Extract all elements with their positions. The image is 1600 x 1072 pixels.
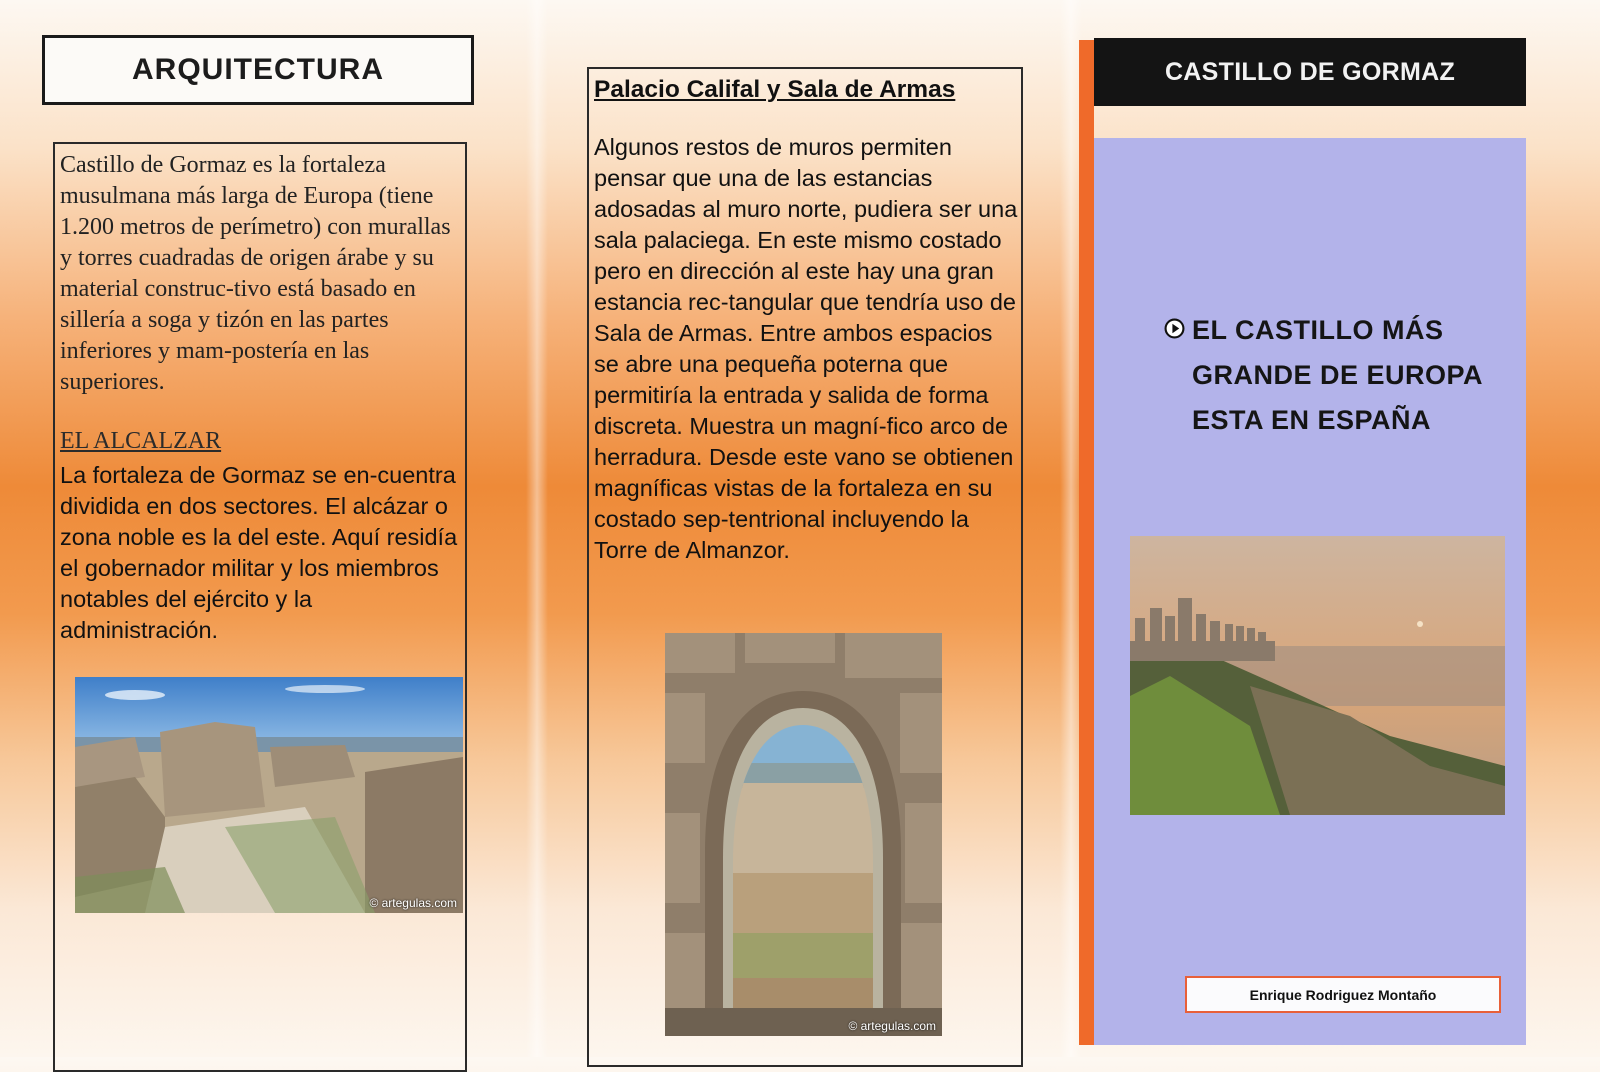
cover-title-bar (1094, 38, 1526, 106)
author-box (1185, 976, 1501, 1013)
fold-line-left (526, 0, 548, 1057)
photo-credit-left: © artegulas.com (369, 896, 457, 910)
architecture-title-box (42, 35, 474, 105)
castle-ruins-photo (75, 677, 463, 913)
alcazar-heading: EL ALCALZAR (60, 428, 222, 454)
photo-credit-middle: © artegulas.com (848, 1019, 936, 1033)
palacio-text: Algunos restos de muros permiten pensar que una de las estancias adosadas al muro norte, pudiera ser una sala palaciega. En este mismo costado pero en dirección al este hay una gran estancia rec-tangular que tendría uso de Sala de Armas. Entre ambos espacios se abre una pequeña poterna que permitiría la entrada y salida de forma discreta. Muestra un magní-fico arco de herradura. Desde este vano se obtienen magníficas vistas de la fortaleza en su costado sep-tentrional incluyendo la Torre de Almanzor. (594, 134, 1018, 563)
play-circle-icon (1164, 318, 1185, 339)
cover-title: CASTILLO DE GORMAZ (1164, 57, 1456, 86)
architecture-intro-text: Castillo de Gormaz es la fortaleza musulmana más larga de Europa (tiene 1.200 metros de perímetro) con murallas y torres cuadradas de origen árabe y su material construc-tivo está basado en sillería a soga y tizón en las partes inferiores y mam-postería en las superiores. (60, 152, 451, 395)
author-name: Enrique Rodriguez Montaño (1249, 986, 1437, 1003)
cover-headline: EL CASTILLO MÁS GRANDE DE EUROPA ESTA EN ESPAÑA (1192, 315, 1483, 435)
palacio-heading: Palacio Califal y Sala de Armas (594, 76, 956, 103)
horseshoe-arch-photo (665, 633, 942, 1036)
alcazar-text: La fortaleza de Gormaz se en-cuentra dividida en dos sectores. El alcázar o zona noble es la del este. Aquí residía el gobernador militar y los miembros notables del ejército y la administración. (60, 462, 458, 643)
castle-landscape-photo (1130, 536, 1505, 815)
accent-stripe (1079, 40, 1094, 1045)
architecture-title: ARQUITECTURA (132, 53, 384, 86)
